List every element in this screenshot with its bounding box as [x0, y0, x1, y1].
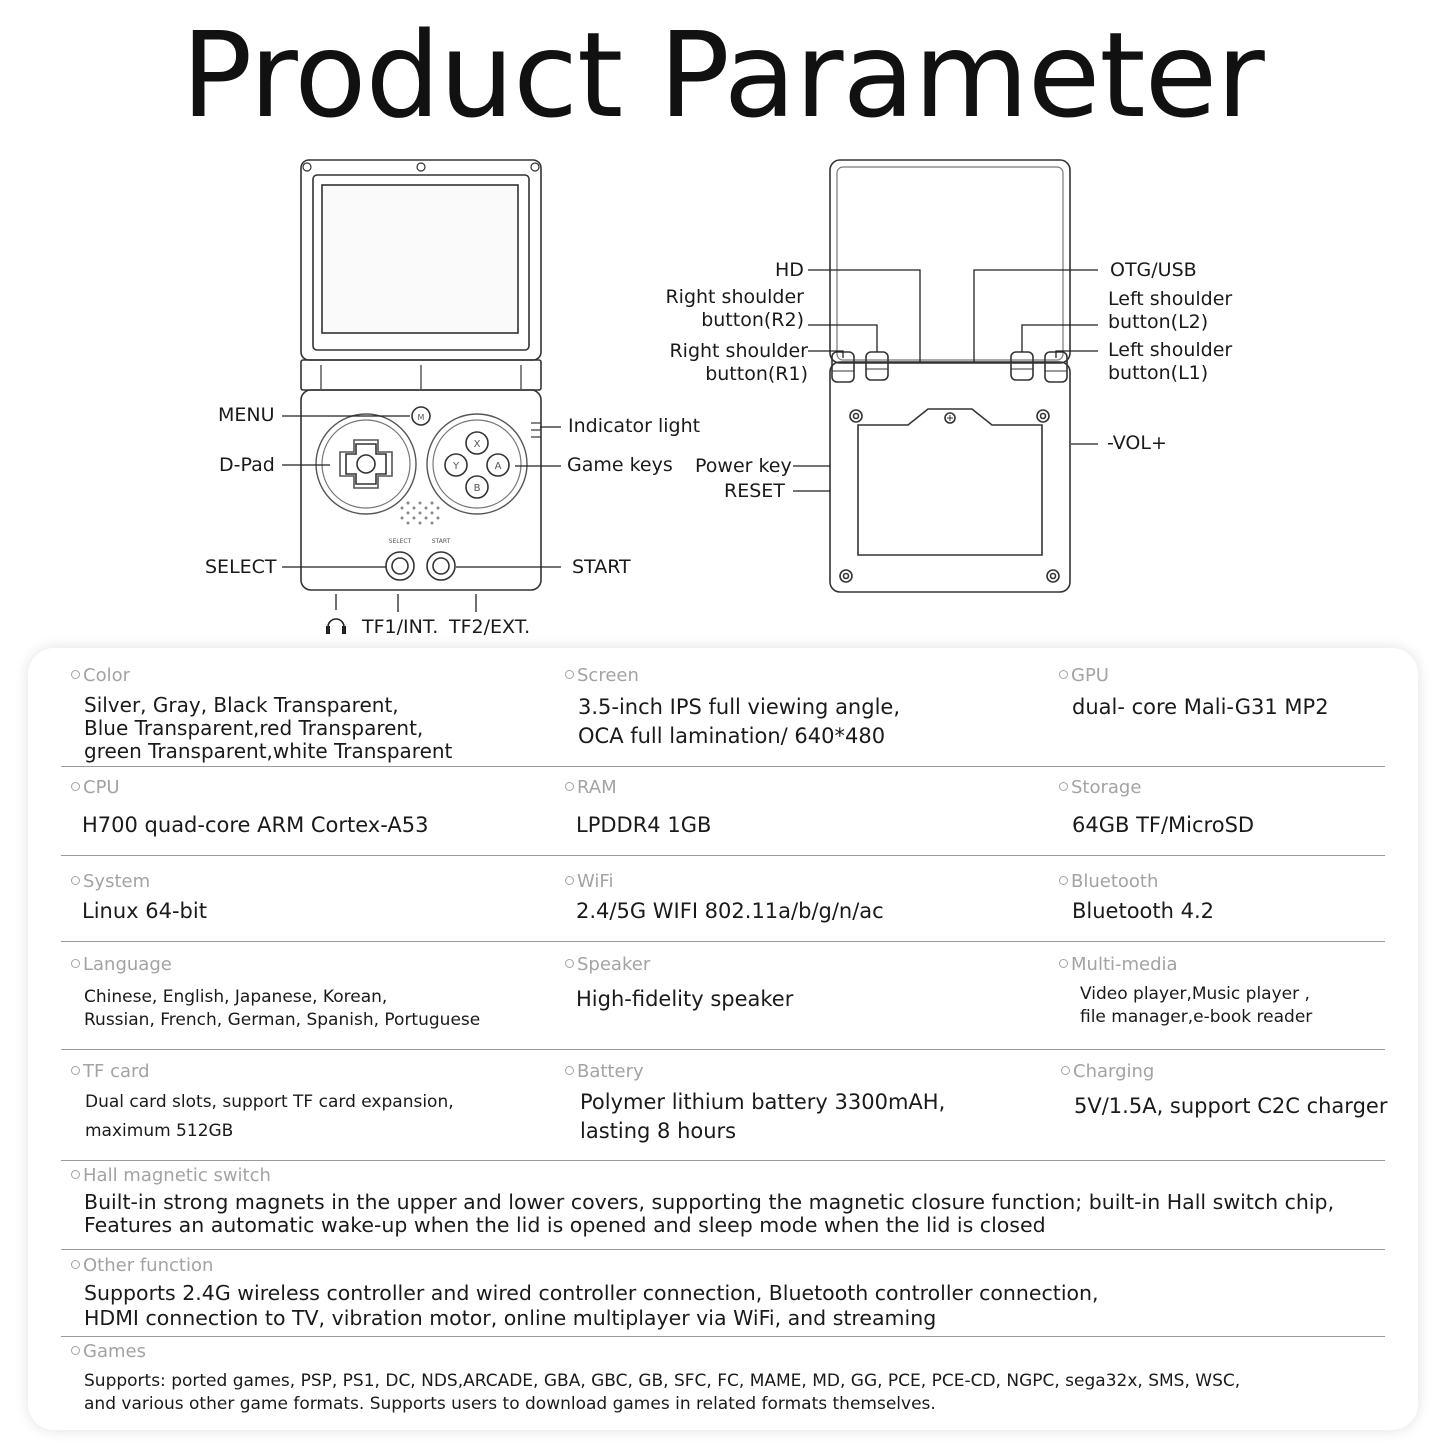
label-menu: MENU: [218, 404, 275, 426]
spec-value: Supports: ported games, PSP, PS1, DC, NDS,ARCADE, GBA, GBC, GB, SFC, FC, MAME, MD, GG, PCE, PCE-CD, NGPC, sega32x, SMS, WSC, and various other game formats. Supports users to download games in related formats themselves.: [84, 1371, 1241, 1414]
spec-other-function: [71, 1255, 1099, 1331]
spec-label: Charging: [1061, 1061, 1387, 1083]
spec-cpu: [71, 777, 428, 840]
y-label: Y: [452, 461, 460, 472]
label-dpad: D-Pad: [219, 454, 275, 476]
r2-button: [866, 352, 888, 380]
label-power-key: Power key: [695, 455, 792, 477]
row-divider: [61, 855, 1385, 856]
spec-label: Battery: [565, 1061, 945, 1083]
b-label: B: [473, 483, 481, 494]
select-button: [386, 552, 414, 580]
spec-language: [71, 954, 480, 1032]
spec-label: WiFi: [565, 871, 884, 893]
spec-ram: [565, 777, 711, 840]
m-label: M: [417, 413, 425, 422]
spec-label: CPU: [71, 777, 428, 799]
spec-label: Bluetooth: [1059, 871, 1214, 893]
spec-games: [71, 1341, 1240, 1416]
spec-system: [71, 871, 207, 926]
row-divider: [61, 1049, 1385, 1050]
spec-value: Polymer lithium battery 3300mAH, lasting 8 hours: [580, 1090, 946, 1143]
label-r2: Right shoulder button(R2): [665, 286, 804, 331]
spec-label: Speaker: [565, 954, 793, 976]
spec-label: Games: [71, 1341, 1240, 1363]
page-title: Product Parameter: [181, 6, 1264, 144]
row-divider: [61, 1336, 1385, 1337]
spec-value: Built-in strong magnets in the upper and lower covers, supporting the magnetic closure function; built-in Hall switch chip, Features an automatic wake-up when the lid is opened and sleep mode when the lid is closed: [84, 1190, 1335, 1237]
back-base: [830, 362, 1070, 592]
game-keys-well: [427, 414, 527, 514]
back-lid: [830, 160, 1070, 363]
spec-value: 5V/1.5A, support C2C charger: [1074, 1094, 1388, 1118]
spec-charging: [1061, 1061, 1387, 1121]
row-divider: [61, 1249, 1385, 1250]
spec-value: 64GB TF/MicroSD: [1072, 813, 1255, 837]
spec-card: [28, 648, 1418, 1430]
label-reset: RESET: [724, 480, 785, 502]
spec-value: Silver, Gray, Black Transparent, Blue Transparent,red Transparent, green Transparent,white Transparent: [84, 693, 453, 763]
spec-value: Supports 2.4G wireless controller and wired controller connection, Bluetooth controller connection, HDMI connection to TV, vibration motor, online multiplayer via WiFi, and streaming: [84, 1281, 1099, 1330]
headphone-icon: [328, 619, 344, 633]
label-l1: Left shoulder button(L1): [1108, 339, 1233, 384]
spec-label: GPU: [1059, 665, 1329, 687]
label-hd: HD: [775, 259, 804, 281]
spec-value: dual- core Mali-G31 MP2: [1072, 695, 1329, 719]
spec-value: Bluetooth 4.2: [1072, 899, 1215, 923]
spec-label: Language: [71, 954, 480, 976]
label-l2: Left shoulder button(L2): [1108, 288, 1233, 333]
spec-tf-card: [71, 1061, 454, 1146]
label-otg-usb: OTG/USB: [1110, 259, 1197, 281]
spec-label: Hall magnetic switch: [71, 1165, 1334, 1187]
label-tf2: TF2/EXT.: [449, 616, 531, 638]
l2-button: [1011, 352, 1033, 380]
x-label: X: [473, 439, 481, 450]
label-r1: Right shoulder button(R1): [669, 340, 808, 385]
label-tf1: TF1/INT.: [362, 616, 439, 638]
spec-gpu: [1059, 665, 1329, 722]
spec-storage: [1059, 777, 1254, 840]
spec-label: Screen: [565, 665, 900, 687]
spec-speaker: [565, 954, 793, 1014]
select-small-label: SELECT: [388, 538, 412, 545]
spec-wifi: [565, 871, 884, 926]
spec-value: LPDDR4 1GB: [576, 813, 712, 837]
spec-label: RAM: [565, 777, 711, 799]
spec-label: Multi-media: [1059, 954, 1312, 976]
spec-battery: [565, 1061, 945, 1146]
start-button: [427, 552, 455, 580]
spec-screen: [565, 665, 900, 751]
dpad-well: [316, 414, 416, 514]
dpad: [346, 444, 386, 484]
row-divider: [61, 941, 1385, 942]
label-indicator-light: Indicator light: [568, 415, 701, 437]
spec-label: System: [71, 871, 207, 893]
spec-color: [71, 665, 452, 763]
row-divider: [61, 766, 1385, 767]
label-vol: -VOL+: [1107, 432, 1167, 454]
spec-label: Color: [71, 665, 452, 687]
battery-cover: [858, 409, 1042, 555]
start-small-label: START: [431, 538, 451, 545]
spec-bluetooth: [1059, 871, 1214, 926]
spec-value: Video player,Music player , file manager,e-book reader: [1080, 984, 1313, 1027]
label-select: SELECT: [205, 556, 277, 578]
spec-value: Dual card slots, support TF card expansion, maximum 512GB: [85, 1092, 454, 1141]
device-diagram: [0, 0, 1445, 650]
spec-value: Linux 64-bit: [82, 899, 207, 923]
spec-multimedia: [1059, 954, 1312, 1029]
spec-value: 2.4/5G WIFI 802.11a/b/g/n/ac: [576, 899, 884, 923]
spec-value: High-fidelity speaker: [576, 987, 794, 1011]
spec-value: 3.5-inch IPS full viewing angle, OCA full lamination/ 640*480: [578, 695, 901, 748]
spec-label: Other function: [71, 1255, 1099, 1277]
spec-label: TF card: [71, 1061, 454, 1083]
spec-label: Storage: [1059, 777, 1254, 799]
a-label: A: [494, 461, 502, 472]
spec-value: H700 quad-core ARM Cortex-A53: [82, 813, 429, 837]
spec-value: Chinese, English, Japanese, Korean, Russian, French, German, Spanish, Portuguese: [84, 987, 481, 1030]
spec-hall-switch: [71, 1165, 1334, 1237]
row-divider: [61, 1160, 1385, 1161]
label-game-keys: Game keys: [567, 454, 673, 476]
label-start: START: [572, 556, 631, 578]
